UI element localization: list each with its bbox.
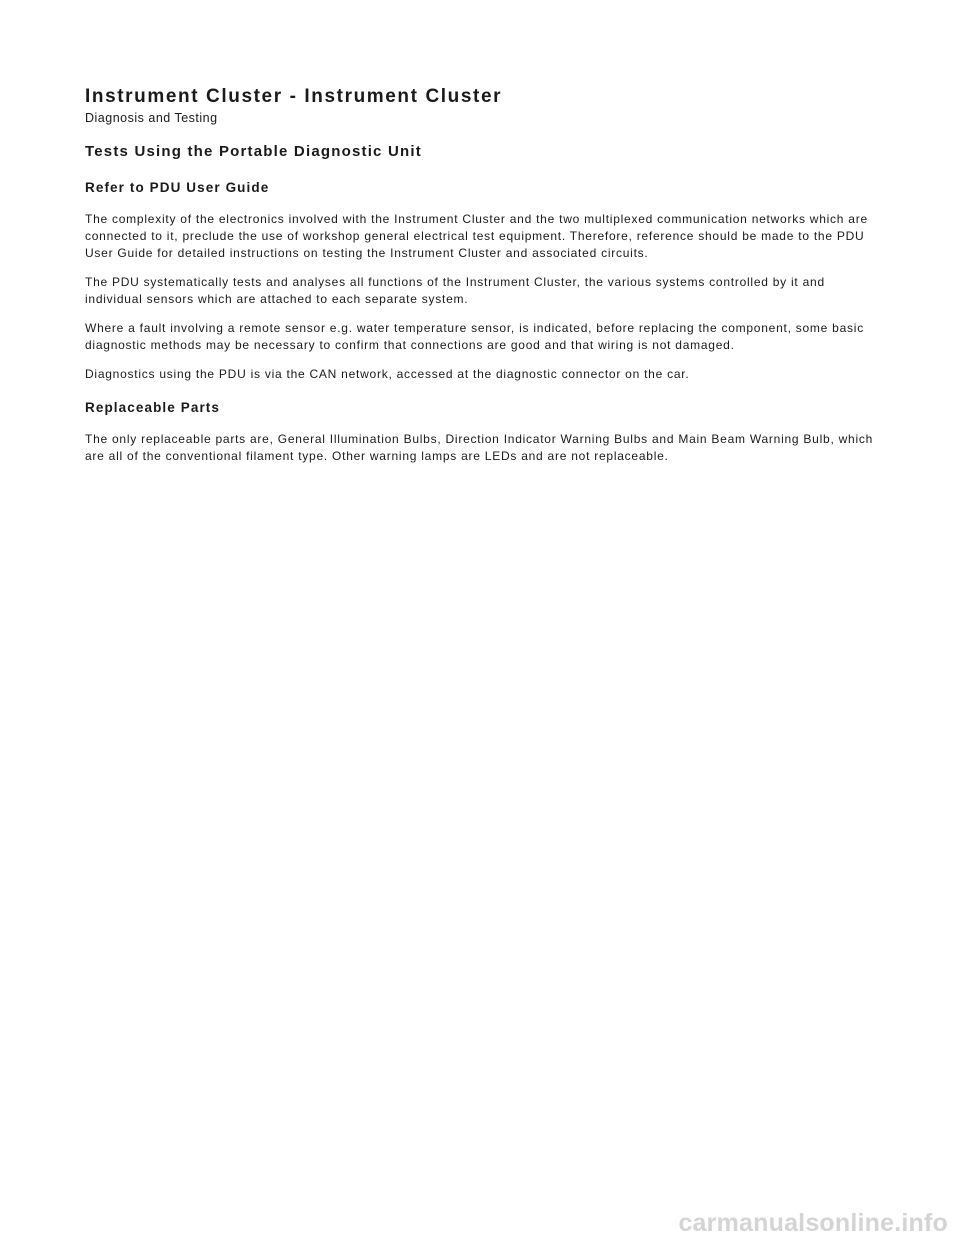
site-watermark: carmanualsonline.info (678, 1209, 948, 1237)
section-title: Tests Using the Portable Diagnostic Unit (85, 143, 422, 160)
subsection-title-pdu-guide: Refer to PDU User Guide (85, 180, 270, 195)
paragraph: The PDU systematically tests and analyses all functions of the Instrument Cluster, the various systems controlled by it and individual sensors which are attached to each separate system. (85, 275, 825, 306)
paragraph: The complexity of the electronics involved with the Instrument Cluster and the two multiplexed communication networks which are connected to it, preclude the use of workshop general electrical test equipment. Therefore, reference should be made to the PDU User Guide for detailed instructions on testing the Instrument Cluster and associated circuits. (85, 212, 868, 260)
document-subtitle: Diagnosis and Testing (85, 111, 218, 125)
paragraph: Where a fault involving a remote sensor e.g. water temperature sensor, is indicated, before replacing the component, some basic diagnostic methods may be necessary to confirm that connections are good and that wiring is not damaged. (85, 321, 864, 352)
document-title: Instrument Cluster - Instrument Cluster (85, 86, 503, 107)
paragraph: The only replaceable parts are, General Illumination Bulbs, Direction Indicator Warning Bulbs and Main Beam Warning Bulb, which are all of the conventional filament type. Other warning lamps are LEDs and are not replaceable. (85, 432, 874, 463)
document-page (85, 86, 875, 465)
subsection-title-replaceable-parts: Replaceable Parts (85, 400, 221, 415)
paragraph: Diagnostics using the PDU is via the CAN network, accessed at the diagnostic connector on the car. (85, 367, 690, 381)
